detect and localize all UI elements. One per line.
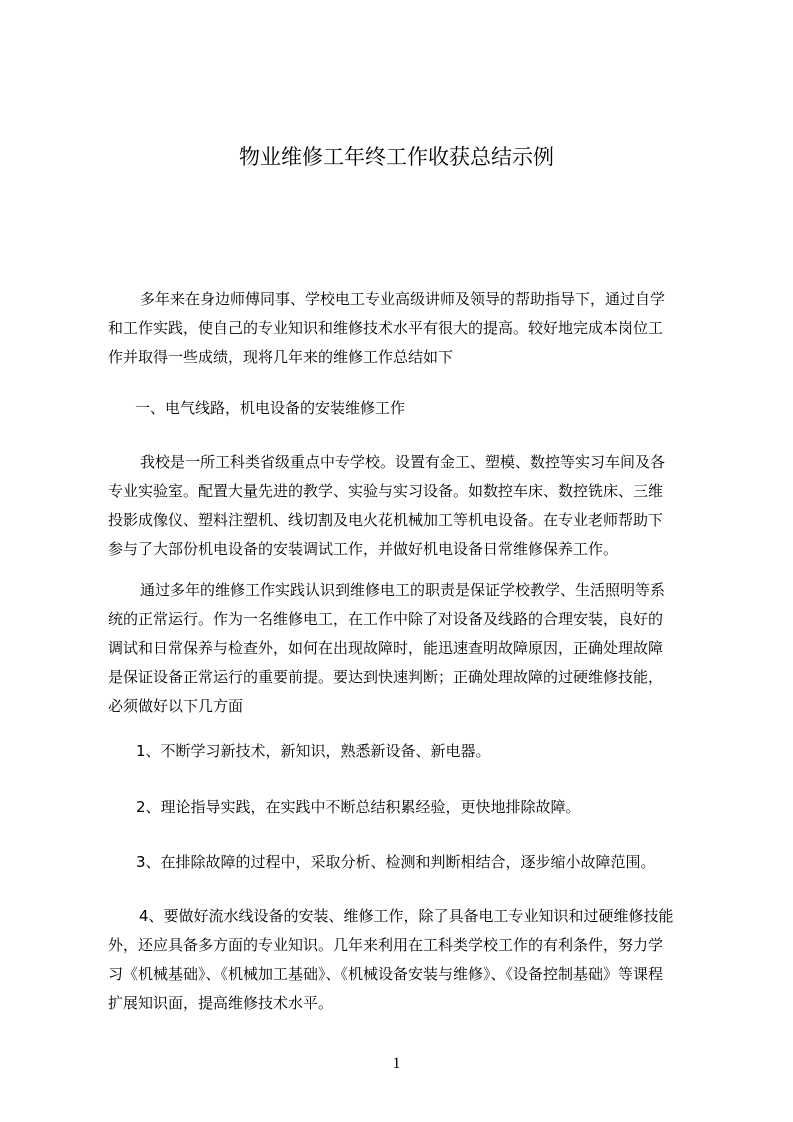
text-line: 通过多年的维修工作实践认识到维修电工的职责是保证学校教学、生活照明等系: [140, 581, 666, 599]
text-line: 多年来在身边师傅同事、学校电工专业高级讲师及领导的帮助指导下，通过自学: [140, 290, 666, 308]
paragraph-electrician-duties: [108, 576, 708, 721]
text-line: 参与了大部份机电设备的安装调试工作，并做好机电设备日常维修保养工作。: [108, 540, 619, 558]
document-title: 物业维修工年终工作收获总结示例: [239, 145, 554, 169]
text-line: 作并取得一些成绩，现将几年来的维修工作总结如下: [108, 348, 454, 366]
text-line: 1、不断学习新技术，新知识，熟悉新设备、新电器。: [136, 742, 491, 760]
text-line: 3、在排除故障的过程中，采取分析、检测和判断相结合，逐步缩小故障范围。: [136, 853, 656, 871]
list-item: [108, 902, 708, 1018]
list-item: [108, 793, 708, 822]
section-heading: [108, 394, 708, 423]
text-line: 调试和日常保养与检查外，如何在出现故障时，能迅速查明故障原因，正确处理故障: [108, 639, 664, 657]
text-line: 4、要做好流水线设备的安装、维修工作，除了具备电工专业知识和过硬维修技能: [139, 907, 674, 925]
text-line: 外，还应具备多方面的专业知识。几年来利用在工科类学校工作的有利条件，努力学: [108, 936, 664, 954]
list-item: [108, 848, 708, 877]
text-line: 一、电气线路，机电设备的安装维修工作: [135, 399, 406, 417]
list-item: [108, 737, 708, 766]
text-line: 习《机械基础》、《机械加工基础》、《机械设备安装与维修》、《设备控制基础》等课程: [108, 965, 664, 983]
text-line: 统的正常运行。作为一名维修电工，在工作中除了对设备及线路的合理安装，良好的: [108, 610, 664, 628]
text-line: 专业实验室。配置大量先进的教学、实验与实习设备。如数控车床、数控铣床、三维: [108, 482, 664, 500]
text-line: 投影成像仪、塑料注塑机、线切割及电火花机械加工等机电设备。在专业老师帮助下: [108, 511, 664, 529]
paragraph-intro: [108, 285, 708, 372]
page-number: 1: [392, 1055, 401, 1072]
text-line: 我校是一所工科类省级重点中专学校。设置有金工、塑模、数控等实习车间及各: [140, 453, 666, 471]
text-line: 必须做好以下几方面: [108, 697, 244, 715]
text-line: 是保证设备正常运行的重要前提。要达到快速判断；正确处理故障的过硬维修技能，: [108, 668, 664, 686]
text-line: 扩展知识面，提高维修技术水平。: [108, 994, 334, 1012]
text-line: 2、理论指导实践，在实践中不断总结积累经验，更快地排除故障。: [136, 798, 581, 816]
text-line: 和工作实践，使自己的专业知识和维修技术水平有很大的提高。较好地完成本岗位工: [108, 319, 664, 337]
paragraph-school-equipment: [108, 448, 708, 564]
